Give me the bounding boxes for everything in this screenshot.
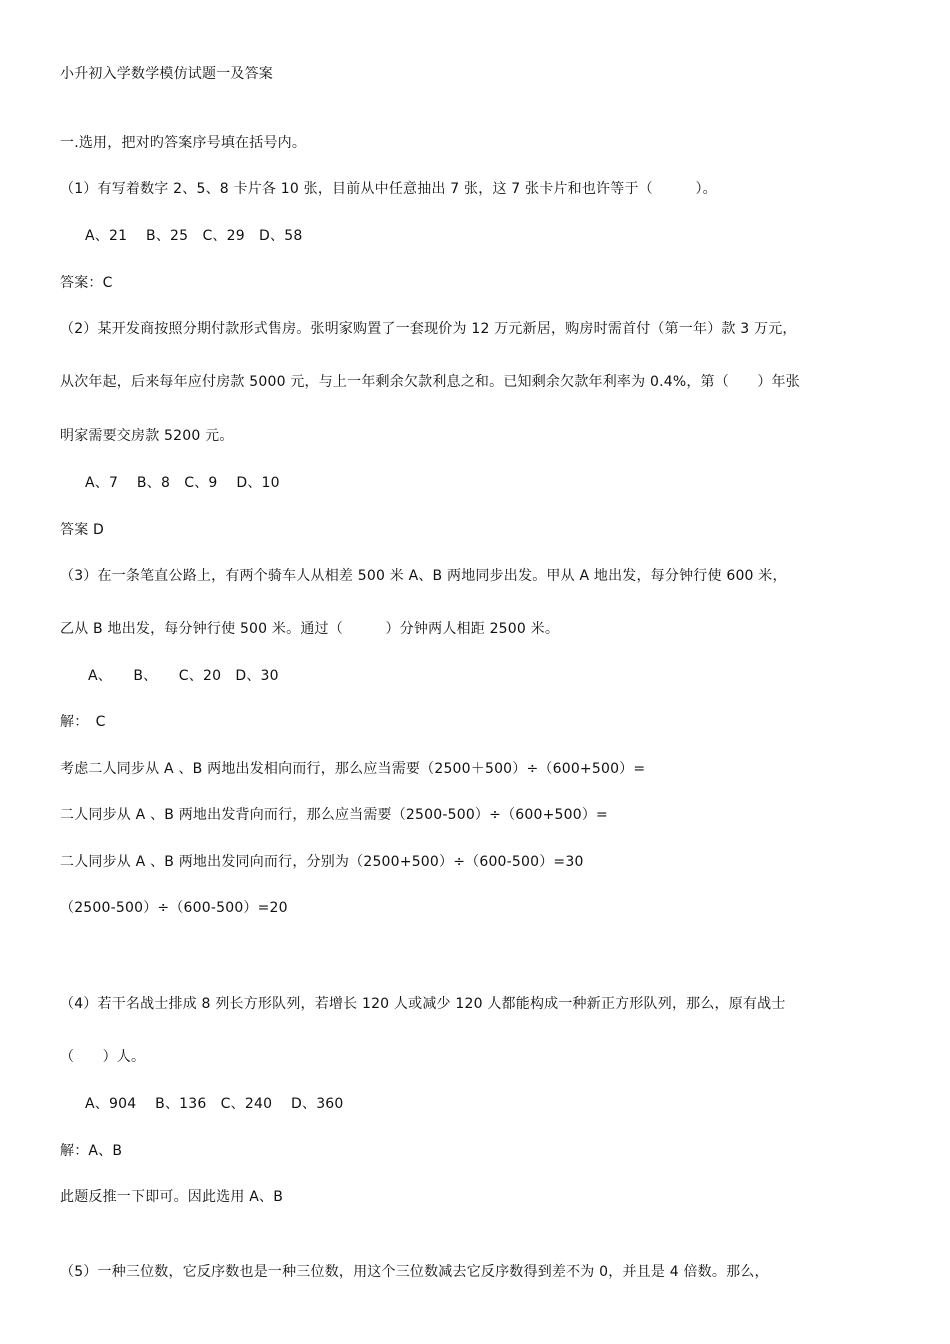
question-3-answer-line-5: （2500-500）÷（600-500）=20 [60, 900, 288, 916]
question-1-options: A、21 B、25 C、29 D、58 [85, 228, 303, 244]
question-4-stem-line-1: （4）若干名战士排成 8 列长方形队列，若增长 120 人或减少 120 人都能构成一种新正方形队列，那么，原有战士 [60, 996, 786, 1012]
question-3-answer-line-1: 解： C [60, 714, 106, 730]
question-2-stem-line-1: （2）某开发商按照分期付款形式售房。张明家购置了一套现价为 12 万元新居，购房时需首付（第一年）款 3 万元， [60, 321, 797, 337]
question-2-answer: 答案 D [60, 522, 105, 538]
document-title: 小升初入学数学模仿试题一及答案 [60, 66, 273, 82]
question-1-answer: 答案：C [60, 275, 113, 291]
question-4-stem-line-2: （ ）人。 [60, 1049, 146, 1065]
question-3-options: A、 B、 C、20 D、30 [88, 668, 279, 684]
question-2-stem-line-2: 从次年起，后来每年应付房款 5000 元，与上一年剩余欠款利息之和。已知剩余欠款年利率为 0.4%，第（ ）年张 [60, 374, 800, 390]
question-2-stem-line-3: 明家需要交房款 5200 元。 [60, 428, 234, 444]
question-3-answer-line-3: 二人同步从 A 、B 两地出发背向而行，那么应当需要（2500-500）÷（600+500）= [60, 807, 608, 823]
section-heading: 一.选用，把对旳答案序号填在括号内。 [60, 135, 307, 151]
question-1-stem-line-1: （1）有写着数字 2、5、8 卡片各 10 张，目前从中任意抽出 7 张，这 7 张卡片和也许等于（ ）。 [60, 181, 717, 197]
question-5-stem-line-1: （5）一种三位数，它反序数也是一种三位数，用这个三位数减去它反序数得到差不为 0，并且是 4 倍数。那么， [60, 1264, 769, 1280]
question-3-stem-line-1: （3）在一条笔直公路上，有两个骑车人从相差 500 米 A、B 两地同步出发。甲从 A 地出发，每分钟行使 600 米， [60, 568, 787, 584]
question-2-options: A、7 B、8 C、9 D、10 [85, 475, 280, 491]
question-4-answer-line-1: 解：A、B [60, 1143, 123, 1159]
question-4-answer-line-2: 此题反推一下即可。因此选用 A、B [60, 1189, 284, 1205]
question-3-stem-line-2: 乙从 B 地出发，每分钟行使 500 米。通过（ ）分钟两人相距 2500 米。 [60, 621, 560, 637]
question-4-options: A、904 B、136 C、240 D、360 [85, 1096, 344, 1112]
question-3-answer-line-4: 二人同步从 A 、B 两地出发同向而行，分别为（2500+500）÷（600-500）=30 [60, 854, 584, 870]
question-3-answer-line-2: 考虑二人同步从 A 、B 两地出发相向而行，那么应当需要（2500＋500）÷（600+500）= [60, 761, 646, 777]
